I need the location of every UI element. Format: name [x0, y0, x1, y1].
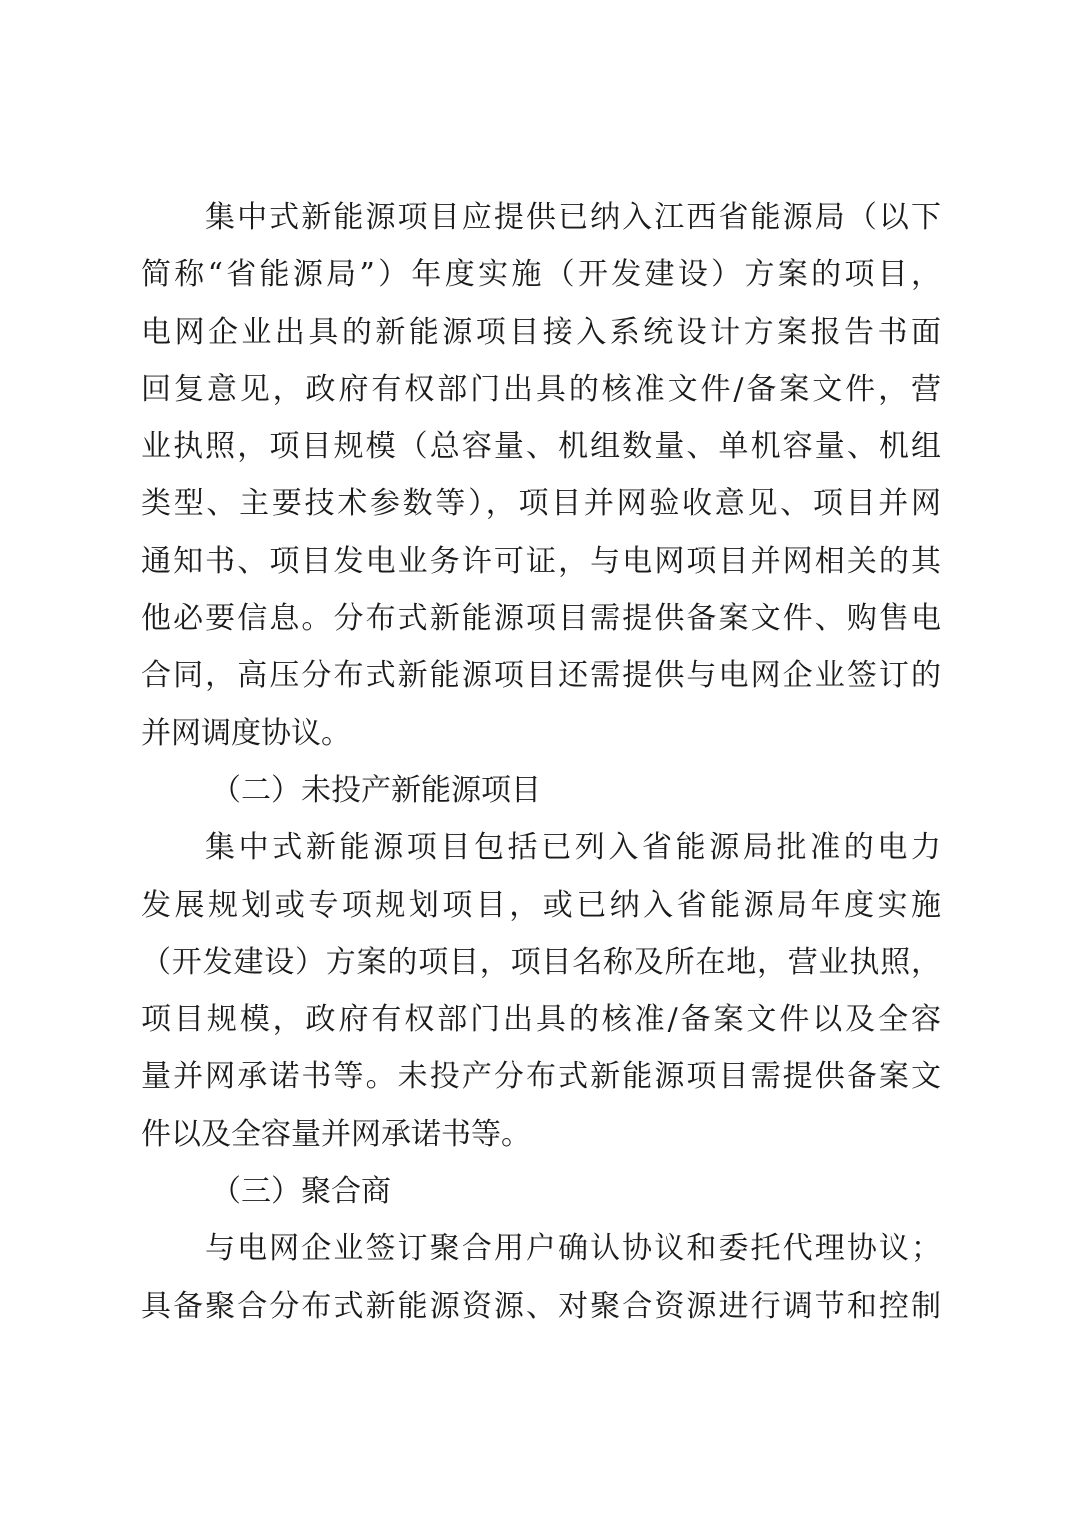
- paragraph-line: 他必要信息。分布式新能源项目需提供备案文件、购售电: [141, 601, 941, 637]
- paragraph-line: 集中式新能源项目应提供已纳入江西省能源局（以下: [205, 200, 941, 235]
- section-heading: （三）聚合商: [211, 1174, 391, 1210]
- section-heading: （二）未投产新能源项目: [211, 772, 541, 808]
- paragraph-line: 通知书、项目发电业务许可证，与电网项目并网相关的其: [141, 543, 941, 579]
- paragraph-line: 发展规划或专项规划项目，或已纳入省能源局年度实施: [141, 887, 941, 923]
- paragraph-line: 具备聚合分布式新能源资源、对聚合资源进行调节和控制: [141, 1288, 941, 1324]
- paragraph-line: 件以及全容量并网承诺书等。: [141, 1116, 531, 1152]
- paragraph-line: 量并网承诺书等。未投产分布式新能源项目需提供备案文: [141, 1059, 941, 1095]
- paragraph-line: 与电网企业签订聚合用户确认协议和委托代理协议；: [205, 1231, 941, 1267]
- document-body: [141, 189, 941, 1335]
- paragraph-line: 合同，高压分布式新能源项目还需提供与电网企业签订的: [141, 658, 941, 694]
- paragraph-line: 简称“省能源局”）年度实施（开发建设）方案的项目，: [141, 257, 941, 293]
- paragraph-line: 业执照，项目规模（总容量、机组数量、单机容量、机组: [141, 429, 941, 465]
- paragraph-line: （开发建设）方案的项目，项目名称及所在地，营业执照，: [141, 944, 941, 980]
- paragraph-line: 回复意见，政府有权部门出具的核准文件/备案文件，营: [141, 371, 941, 407]
- paragraph-line: 类型、主要技术参数等），项目并网验收意见、项目并网: [141, 486, 941, 522]
- paragraph-line: 项目规模，政府有权部门出具的核准/备案文件以及全容: [141, 1002, 941, 1038]
- paragraph-line: 并网调度协议。: [141, 715, 351, 751]
- paragraph-line: 电网企业出具的新能源项目接入系统设计方案报告书面: [141, 314, 941, 350]
- paragraph-line: 集中式新能源项目包括已列入省能源局批准的电力: [205, 830, 941, 866]
